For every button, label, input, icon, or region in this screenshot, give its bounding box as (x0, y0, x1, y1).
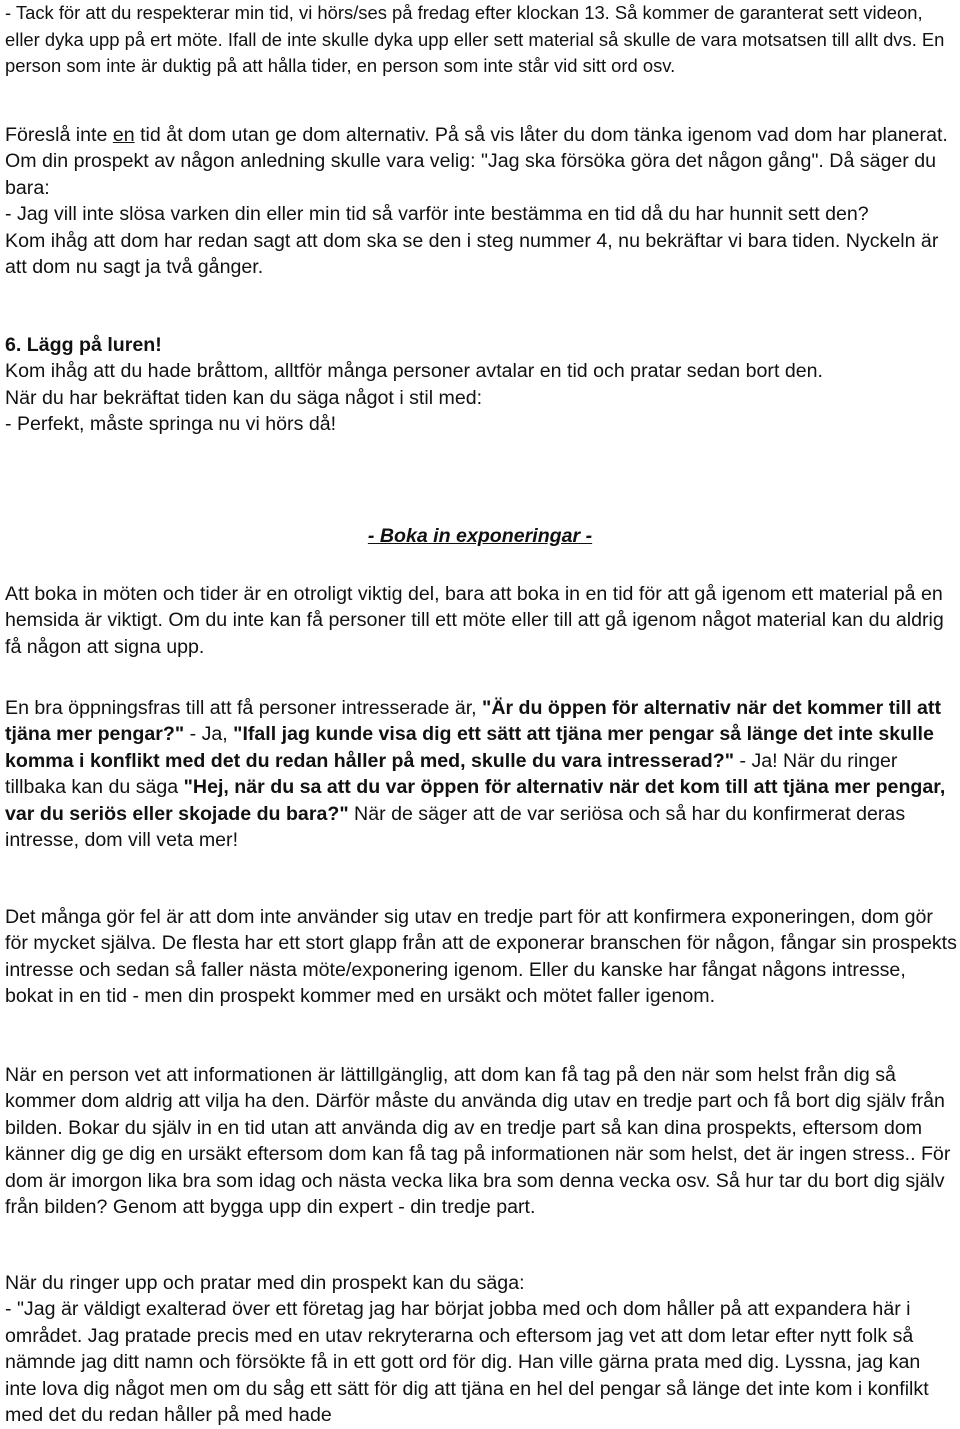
opening-bold-1: "Är du öppen för alternativ när det kommer till att tjäna mer pengar?" (5, 697, 941, 746)
step-6-line1: Kom ihåg att du hade bråttom, alltför många personer avtalar en tid och pratar sedan bort den. (5, 360, 823, 383)
call-script-line1: När du ringer upp och pratar med din prospekt kan du säga: (5, 1272, 525, 1294)
suggest-text-line2: - Jag vill inte slösa varken din eller min tid så varför inte bestämma en tid då du har hunnit sett den? (5, 203, 869, 226)
suggest-text-post: tid åt dom utan ge dom alternativ. På så vis låter du dom tänka igenom vad dom har planerat. Om din prospekt av någon anledning skulle vara velig: "Jag ska försöka göra det någon gång". Då säger du bara: (5, 124, 948, 199)
opening-text-4: När de säger att de var seriösa och så har du konfirmerat deras intresse, dom vill veta mer! (5, 802, 906, 852)
opening-text-3: - Ja! När du ringer tillbaka kan du säga (5, 749, 898, 799)
opening-phrase-paragraph (5, 695, 957, 853)
call-script-paragraph (5, 1270, 957, 1428)
suggest-text-line3: Kom ihåg att dom har redan sagt att dom ska se den i steg nummer 4, nu bekräftar vi bara tiden. Nyckeln är att dom nu sagt ja två gånger. (5, 229, 939, 279)
section-heading: - Boka in exponeringar - (367, 525, 593, 547)
suggest-text-underlined: en (112, 124, 135, 146)
step-6-line2: När du har bekräftat tiden kan du säga något i stil med: (5, 386, 483, 409)
suggest-text-pre: Föreslå inte (5, 124, 113, 146)
availability-paragraph (5, 1062, 957, 1220)
opening-text-2: - Ja, (184, 723, 234, 746)
step-6-line3: - Perfekt, måste springa nu vi hörs då! (5, 413, 337, 436)
intro-text: - Tack för att du respekterar min tid, vi hörs/ses på fredag efter klockan 13. Så kommer de garanterat sett videon, eller dyka upp på ert möte. Ifall de inte skulle dyka upp eller sett material så skulle de vara motsatsen till allt dvs. En person som inte är duktig på att hålla tider, en person som inte står vid sitt ord osv. (5, 2, 945, 77)
intro-paragraph (5, 0, 957, 80)
call-script-text: - "Jag är väldigt exalterad över ett företag jag har börjat jobba med och dom håller på att expandera här i området. Jag pratade precis med en utav rekryterarna och eftersom jag vet att dom letar efter nytt folk så nämnde jag ditt namn och försökte få in ett gott ord för dig. Han ville gärna prata med dig. Lyssna, jag kan inte lova dig något men om du såg ett sätt för dig att tjäna en hel del pengar så länge det inte kom i konfilkt med det du redan håller på med hade (5, 1298, 929, 1427)
third-party-text: Det många gör fel är att dom inte använder sig utav en tredje part för att konfirmera exponeringen, dom gör för mycket själva. De flesta har ett stort glapp från att de exponerar branschen för någon, fångar sin prospekts intresse och sedan så faller nästa möte/exponering igenom. Eller du kanske har fångat någons intresse, bokat in en tid - men din prospekt kommer med en ursäkt och mötet faller igenom. (5, 906, 957, 1008)
step-6-paragraph (5, 332, 957, 438)
third-party-paragraph (5, 904, 957, 1010)
booking-intro-paragraph (5, 581, 957, 660)
opening-bold-3: "Hej, när du sa att du var öppen för alternativ när det kom till att tjäna mer pengar, var du seriös eller skojade du bara?" (5, 776, 946, 825)
booking-intro-text: Att boka in möten och tider är en otroligt viktig del, bara att boka in en tid för att gå igenom ett material på en hemsida är viktigt. Om du inte kan få personer till ett möte eller till att gå igenom något material kan du aldrig få någon att signa upp. (5, 583, 944, 658)
opening-bold-2: "Ifall jag kunde visa dig ett sätt att tjäna mer pengar så länge det inte skulle komma i konflikt med det du redan håller på med, skulle du vara intresserad?" (5, 723, 934, 772)
step-6-title: 6. Lägg på luren! (5, 334, 162, 356)
suggest-alternatives-paragraph (5, 122, 957, 280)
availability-text: När en person vet att informationen är lättillgänglig, att dom kan få tag på den när som helst från dig så kommer dom aldrig att vilja ha den. Därför måste du använda dig utav en tredje part och få bort dig själv från bilden. Bokar du själv in en tid utan att använda dig av en tredje part så kan dina prospekts, eftersom dom känner dig ge dig en ursäkt eftersom dom kan få tag på informationen när som helst, det är ingen stress.. För dom är imorgon lika bra som idag och nästa vecka lika bra som denna vecka osv. Så hur tar du bort dig själv från bilden? Genom att bygga upp din expert - din tredje part. (5, 1064, 951, 1219)
opening-text-1: En bra öppningsfras till att få personer intresserade är, (5, 697, 483, 719)
